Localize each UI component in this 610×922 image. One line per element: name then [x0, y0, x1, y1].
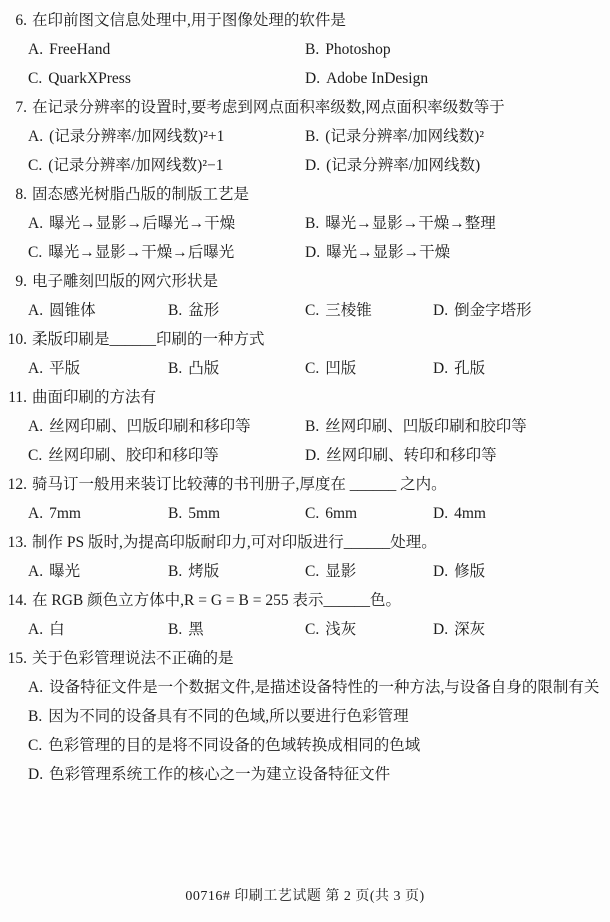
option-text: 平版: [49, 360, 81, 377]
option-text: 曝光: [49, 563, 81, 580]
option-text: 孔版: [454, 360, 486, 377]
option-A: [28, 209, 235, 238]
option-text: 显影: [325, 563, 357, 580]
option-text: 凸版: [188, 360, 220, 377]
page-footer: 00716# 印刷工艺试题 第 2 页(共 3 页): [185, 889, 425, 904]
question-stem-line: [0, 180, 610, 209]
option-text: 丝网印刷、凹版印刷和移印等: [49, 418, 251, 435]
question-stem: 制作 PS 版时,为提高印版耐印力,可对印版进行______处理。: [32, 534, 437, 551]
option-text: 丝网印刷、凹版印刷和胶印等: [325, 418, 527, 435]
option-label: C.: [305, 505, 320, 522]
option-C: [305, 499, 357, 528]
option-label: A.: [28, 360, 44, 377]
question-stem: 固态感光树脂凸版的制版工艺是: [32, 186, 250, 203]
option-text: 7mm: [49, 505, 81, 522]
option-row: [0, 209, 610, 238]
question-number: 14.: [7, 592, 27, 609]
option-row: [0, 412, 610, 441]
question-stem: 在印前图文信息处理中,用于图像处理的软件是: [32, 12, 346, 29]
question-stem: 在记录分辨率的设置时,要考虑到网点面积率级数,网点面积率级数等于: [32, 99, 505, 116]
option-text: 设备特征文件是一个数据文件,是描述设备特性的一种方法,与设备自身的限制有关: [49, 679, 600, 696]
option-label: D.: [433, 360, 449, 377]
option-row: [0, 760, 610, 789]
option-text: 曝光→显影→干燥: [326, 244, 451, 261]
option-label: B.: [28, 708, 43, 725]
option-label: B.: [168, 563, 183, 580]
question-stem-line: [0, 267, 610, 296]
option-label: A.: [28, 621, 44, 638]
question-number: 9.: [15, 273, 27, 290]
option-A: [28, 122, 224, 151]
option-D: [433, 499, 486, 528]
option-label: A.: [28, 41, 44, 58]
option-text: 6mm: [325, 505, 358, 522]
option-C: [305, 296, 372, 325]
option-text: FreeHand: [49, 41, 111, 58]
option-text: (记录分辨率/加网线数)²+1: [49, 128, 225, 145]
option-text: Photoshop: [325, 41, 391, 58]
option-label: A.: [28, 563, 44, 580]
option-A: [28, 35, 110, 64]
option-label: D.: [305, 157, 321, 174]
option-D: [433, 354, 485, 383]
question-stem-line: [0, 325, 610, 354]
option-text: 修版: [454, 563, 486, 580]
option-label: D.: [28, 766, 44, 783]
option-D: [433, 557, 485, 586]
option-row: [0, 64, 610, 93]
option-label: C.: [28, 447, 43, 464]
option-label: A.: [28, 302, 44, 319]
question-stem: 电子雕刻凹版的网穴形状是: [32, 273, 219, 290]
option-B: [168, 615, 204, 644]
option-label: D.: [305, 447, 321, 464]
option-label: C.: [28, 157, 43, 174]
question-number: 11.: [8, 389, 27, 406]
option-text: 圆锥体: [49, 302, 96, 319]
option-B: [28, 702, 409, 731]
question-11: [0, 383, 610, 470]
option-A: [28, 296, 96, 325]
option-D: [433, 615, 485, 644]
option-text: (记录分辨率/加网线数): [326, 157, 481, 174]
option-label: B.: [168, 505, 183, 522]
question-stem-line: [0, 528, 610, 557]
option-text: 烤版: [188, 563, 220, 580]
option-text: 白: [49, 621, 65, 638]
option-D: [305, 441, 497, 470]
option-B: [168, 296, 219, 325]
option-text: 丝网印刷、转印和移印等: [326, 447, 497, 464]
option-label: C.: [28, 737, 43, 754]
option-label: D.: [433, 621, 449, 638]
question-stem-line: [0, 586, 610, 615]
option-row: [0, 557, 610, 586]
option-label: C.: [305, 563, 320, 580]
question-stem-line: [0, 644, 610, 673]
option-row: [0, 673, 610, 702]
option-label: C.: [305, 302, 320, 319]
option-C: [28, 731, 420, 760]
option-text: 黑: [188, 621, 204, 638]
option-B: [168, 557, 219, 586]
option-label: A.: [28, 215, 44, 232]
option-A: [28, 499, 81, 528]
option-row: [0, 702, 610, 731]
option-label: D.: [305, 244, 321, 261]
question-number: 12.: [7, 476, 27, 493]
question-15: [0, 644, 610, 789]
option-label: A.: [28, 679, 44, 696]
option-D: [305, 151, 480, 180]
question-stem-line: [0, 93, 610, 122]
option-B: [305, 35, 391, 64]
question-number: 6.: [15, 12, 27, 29]
option-row: [0, 238, 610, 267]
question-stem-line: [0, 6, 610, 35]
option-B: [168, 354, 219, 383]
option-row: [0, 296, 610, 325]
option-A: [28, 615, 65, 644]
option-text: 因为不同的设备具有不同的色域,所以要进行色彩管理: [48, 708, 409, 725]
option-B: [305, 122, 484, 151]
option-row: [0, 35, 610, 64]
option-C: [28, 151, 224, 180]
option-text: 三棱锥: [325, 302, 372, 319]
option-row: [0, 441, 610, 470]
option-row: [0, 354, 610, 383]
option-text: (记录分辨率/加网线数)²−1: [48, 157, 224, 174]
option-text: (记录分辨率/加网线数)²: [325, 128, 484, 145]
option-B: [168, 499, 220, 528]
option-row: [0, 151, 610, 180]
option-label: D.: [305, 70, 321, 87]
question-stem-line: [0, 470, 610, 499]
option-label: B.: [168, 621, 183, 638]
option-text: 曝光→显影→后曝光→干燥: [49, 215, 236, 232]
question-stem: 曲面印刷的方法有: [32, 389, 157, 406]
option-row: [0, 499, 610, 528]
question-9: [0, 267, 610, 325]
option-A: [28, 354, 80, 383]
question-14: [0, 586, 610, 644]
option-A: [28, 557, 80, 586]
option-label: D.: [433, 505, 449, 522]
question-10: [0, 325, 610, 383]
option-D: [433, 296, 532, 325]
option-text: 色彩管理系统工作的核心之一为建立设备特征文件: [49, 766, 391, 783]
option-label: B.: [305, 215, 320, 232]
question-6: [0, 6, 610, 93]
option-label: C.: [305, 621, 320, 638]
option-text: 5mm: [188, 505, 221, 522]
option-label: B.: [305, 418, 320, 435]
option-label: B.: [168, 360, 183, 377]
option-text: 浅灰: [325, 621, 357, 638]
question-stem: 骑马订一般用来装订比较薄的书刊册子,厚度在 ______ 之内。: [32, 476, 447, 493]
question-12: [0, 470, 610, 528]
question-number: 8.: [15, 186, 27, 203]
option-B: [305, 209, 496, 238]
option-C: [28, 64, 131, 93]
question-number: 7.: [15, 99, 27, 116]
option-row: [0, 731, 610, 760]
option-label: A.: [28, 505, 44, 522]
option-text: 4mm: [454, 505, 486, 522]
option-A: [28, 412, 251, 441]
question-stem: 在 RGB 颜色立方体中,R = G = B = 255 表示______色。: [32, 592, 401, 609]
option-D: [28, 760, 390, 789]
option-label: D.: [433, 302, 449, 319]
option-label: C.: [305, 360, 320, 377]
question-stem-line: [0, 383, 610, 412]
option-text: 丝网印刷、胶印和移印等: [48, 447, 219, 464]
question-number: 15.: [7, 650, 27, 667]
option-text: Adobe InDesign: [326, 70, 429, 87]
option-row: [0, 122, 610, 151]
option-text: 色彩管理的目的是将不同设备的色域转换成相同的色域: [48, 737, 421, 754]
option-text: 深灰: [454, 621, 486, 638]
option-text: 盆形: [188, 302, 220, 319]
option-C: [28, 441, 219, 470]
option-label: B.: [305, 128, 320, 145]
option-label: B.: [305, 41, 320, 58]
question-stem: 关于色彩管理说法不正确的是: [32, 650, 234, 667]
question-number: 13.: [7, 534, 27, 551]
option-label: D.: [433, 563, 449, 580]
option-D: [305, 238, 450, 267]
option-C: [28, 238, 234, 267]
option-C: [305, 615, 356, 644]
question-stem: 柔版印刷是______印刷的一种方式: [32, 331, 265, 348]
question-7: [0, 93, 610, 180]
option-text: QuarkXPress: [48, 70, 131, 87]
option-C: [305, 354, 356, 383]
option-D: [305, 64, 428, 93]
option-text: 曝光→显影→干燥→后曝光: [48, 244, 235, 261]
option-C: [305, 557, 356, 586]
option-text: 凹版: [325, 360, 357, 377]
option-label: A.: [28, 128, 44, 145]
option-text: 倒金字塔形: [454, 302, 532, 319]
question-number: 10.: [7, 331, 27, 348]
option-label: B.: [168, 302, 183, 319]
option-text: 曝光→显影→干燥→整理: [325, 215, 496, 232]
option-label: C.: [28, 244, 43, 261]
question-13: [0, 528, 610, 586]
option-label: A.: [28, 418, 44, 435]
option-label: C.: [28, 70, 43, 87]
option-B: [305, 412, 527, 441]
option-A: [28, 673, 599, 702]
option-row: [0, 615, 610, 644]
question-8: [0, 180, 610, 267]
